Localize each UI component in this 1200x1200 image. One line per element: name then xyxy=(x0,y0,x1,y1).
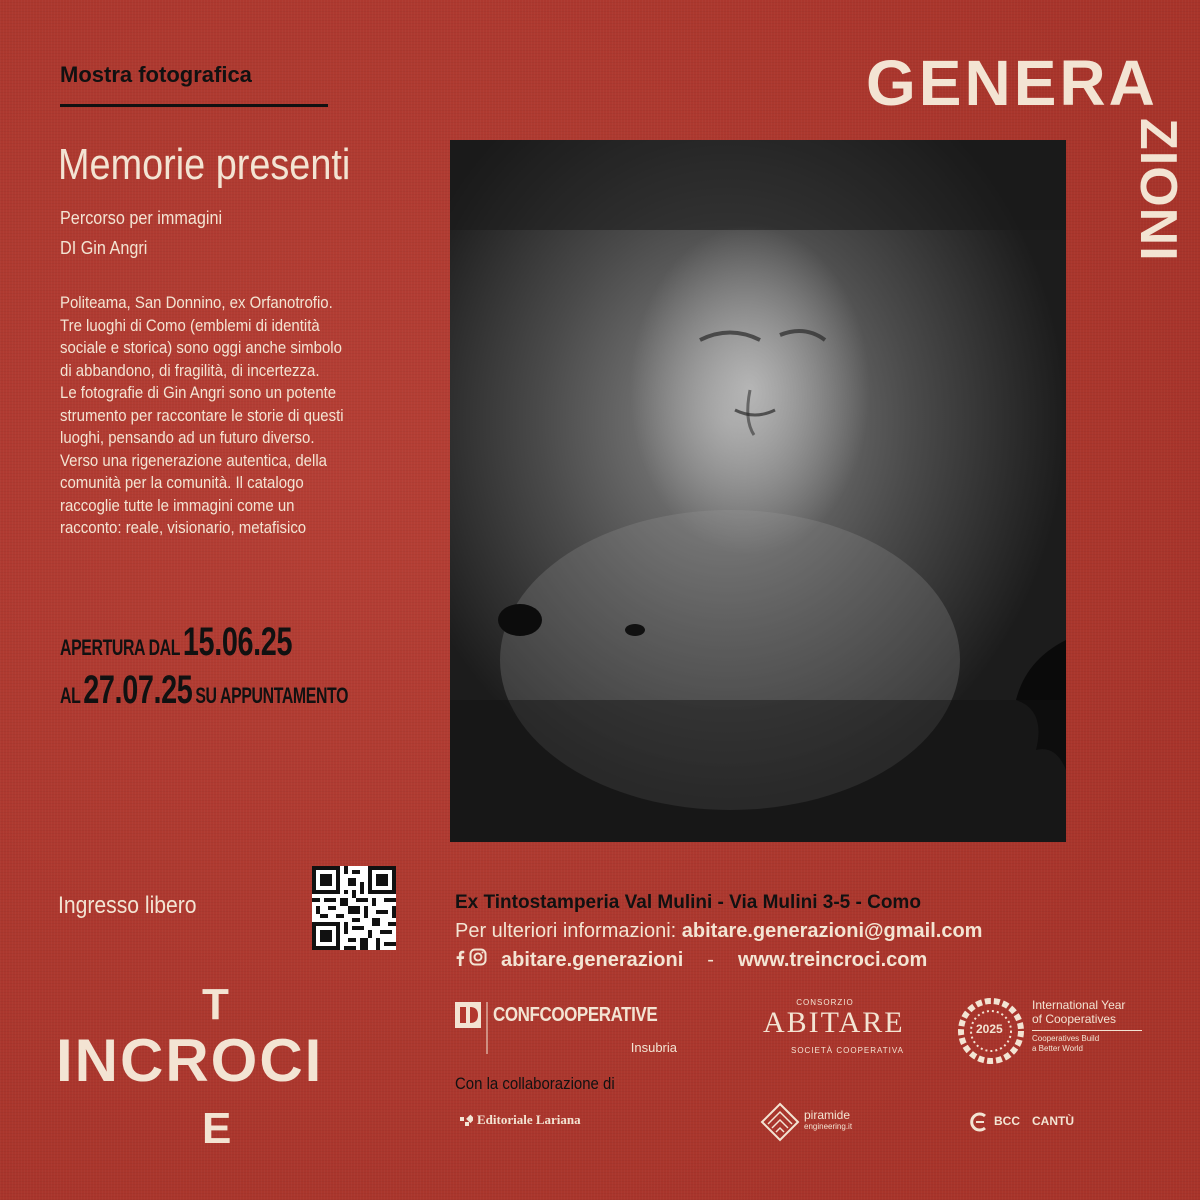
venue-address: Ex Tintostamperia Val Mulini - Via Mulini 3-5 - Como xyxy=(455,892,921,913)
exhibition-photo xyxy=(450,140,1066,842)
to-label: AL xyxy=(60,683,81,708)
qr-code-graphic xyxy=(312,866,396,950)
bcc-city: CANTÙ xyxy=(1032,1114,1074,1128)
social-handle[interactable]: abitare.generazioni xyxy=(501,948,684,971)
treincroci-letter-e: E xyxy=(202,1104,232,1153)
description xyxy=(60,292,394,540)
iyc-divider xyxy=(1032,1030,1142,1031)
iyc-logo xyxy=(958,994,1158,1066)
editoriale-mark-icon xyxy=(455,1112,473,1130)
bcc-mark-icon xyxy=(970,1112,990,1132)
closing-dates-line xyxy=(60,668,348,713)
description-line: Le fotografie di Gin Angri sono un potente xyxy=(60,383,337,402)
iyc-year: 2025 xyxy=(976,1022,1003,1036)
description-line: Politeama, San Donnino, ex Orfanotrofio. xyxy=(60,293,333,312)
abitare-top: CONSORZIO xyxy=(796,998,854,1007)
free-entry-label: Ingresso libero xyxy=(58,892,197,919)
opening-label: APERTURA DAL xyxy=(60,635,181,660)
facebook-icon[interactable] xyxy=(455,949,465,972)
iyc-title-2: of Cooperatives xyxy=(1032,1012,1117,1026)
description-line: di abbandono, di fragilità, di incertezza. xyxy=(60,360,320,380)
confcooperative-name: CONFCOOPERATIVE xyxy=(493,1004,658,1026)
piramide-logo xyxy=(760,1102,890,1146)
abitare-sub: SOCIETÀ COOPERATIVA xyxy=(791,1046,904,1055)
generazioni-logo-vertical xyxy=(1129,118,1190,408)
email-link[interactable]: abitare.generazioni@gmail.com xyxy=(681,920,983,942)
piramide-mark-icon xyxy=(760,1102,800,1142)
qr-code[interactable] xyxy=(312,866,396,950)
description-line: sociale e storica) sono oggi anche simbolo xyxy=(60,338,342,357)
instagram-icon[interactable] xyxy=(469,948,487,972)
treincroci-letter-t: T xyxy=(202,980,229,1029)
separator: - xyxy=(707,948,714,971)
iyc-tagline-1: Cooperatives Build xyxy=(1032,1034,1100,1043)
description-line: Tre luoghi di Como (emblemi di identità xyxy=(60,315,320,335)
fresco-face-image xyxy=(450,140,1066,842)
piramide-name: piramide xyxy=(804,1108,851,1122)
description-line: raccoglie tutte le immagini come un xyxy=(60,495,295,515)
description-line: luoghi, pensando ad un futuro diverso. xyxy=(60,428,315,447)
start-date: 15.06.25 xyxy=(182,620,293,664)
iyc-tagline-2: a Better World xyxy=(1032,1044,1083,1053)
divider xyxy=(60,104,328,107)
piramide-sub: engineering.it xyxy=(804,1122,853,1131)
treincroci-logo xyxy=(56,980,392,1160)
description-line: comunità per la comunità. Il catalogo xyxy=(60,473,304,492)
website-link[interactable]: www.treincroci.com xyxy=(737,948,928,971)
editoriale-name: Editoriale Lariana xyxy=(477,1112,581,1127)
info-line xyxy=(455,920,982,943)
description-line: strumento per raccontare le storie di questi xyxy=(60,405,344,425)
bcc-name: BCC xyxy=(994,1114,1020,1128)
exhibition-title: Memorie presenti xyxy=(58,140,351,189)
appointment-label: SU APPUNTAMENTO xyxy=(195,683,349,708)
generazioni-logo-horizontal: GENERA xyxy=(866,47,1158,119)
info-prefix: Per ulteriori informazioni: xyxy=(455,920,677,942)
treincroci-word: INCROCI xyxy=(56,1027,324,1094)
bcc-logo xyxy=(970,1110,1080,1136)
social-icons xyxy=(455,948,487,972)
subtitle: Percorso per immagini xyxy=(60,208,223,228)
abitare-logo xyxy=(755,998,905,1060)
collaboration-label: Con la collaborazione di xyxy=(455,1074,615,1093)
confcooperative-region: Insubria xyxy=(630,1040,677,1055)
generazioni-logo-vertical-text: ZIONI xyxy=(1129,118,1187,262)
opening-dates-line xyxy=(60,620,292,665)
description-line: racconto: reale, visionario, metafisico xyxy=(60,518,307,537)
social-line xyxy=(455,948,927,972)
exhibition-type: Mostra fotografica xyxy=(60,62,252,87)
iyc-title-1: International Year xyxy=(1032,998,1126,1012)
description-line: Verso una rigenerazione autentica, della xyxy=(60,450,327,470)
abitare-name: ABITARE xyxy=(763,1006,905,1039)
end-date: 27.07.25 xyxy=(83,668,193,712)
confcooperative-logo xyxy=(455,998,685,1058)
editoriale-lariana-logo xyxy=(455,1108,615,1138)
author: DI Gin Angri xyxy=(60,238,148,258)
